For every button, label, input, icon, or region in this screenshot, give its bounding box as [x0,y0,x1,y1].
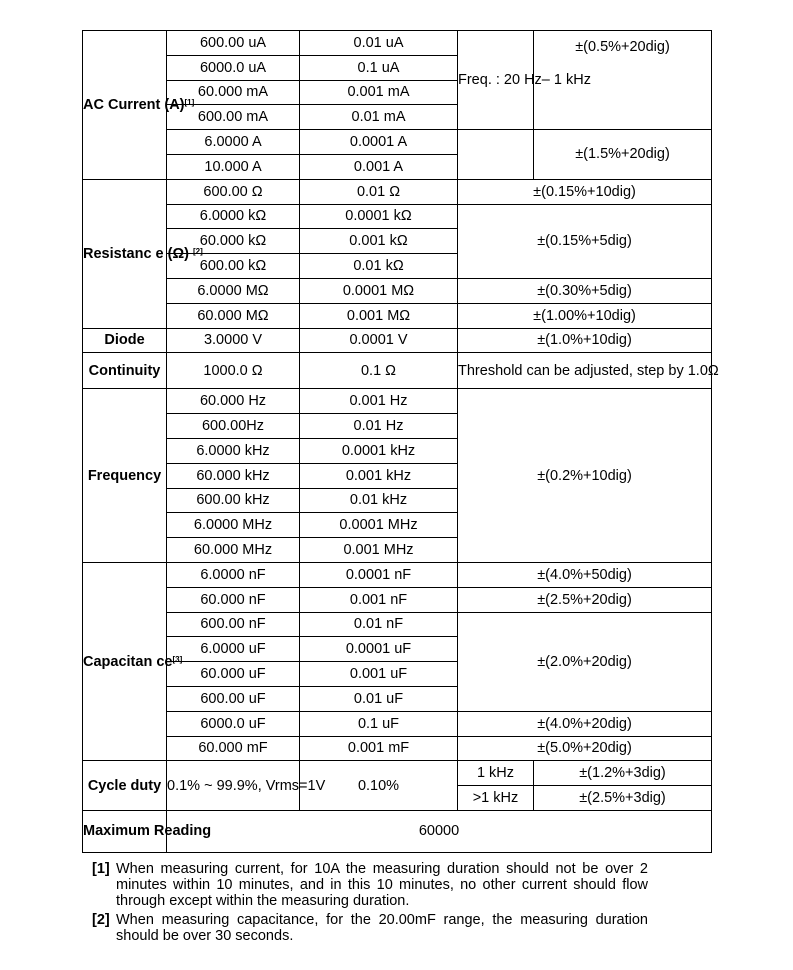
resolution-cell: 0.0001 kHz [300,438,458,463]
range-cell: 6000.0 uF [167,711,300,736]
range-cell: 60.000 MΩ [167,303,300,328]
resolution-cell: 0.001 Hz [300,389,458,414]
range-cell: 6.0000 nF [167,562,300,587]
accuracy-cell: ±(1.00%+10dig) [458,303,712,328]
freq-cell: >1 kHz [458,786,534,811]
range-cell: 6.0000 MΩ [167,278,300,303]
table-row [83,179,712,204]
resolution-cell: 0.1 Ω [300,353,458,389]
footnote-text: When measuring current, for 10A the measuring duration should not be over 2 minutes within 10 minutes, and in this 10 minutes, no other current should flow through except within the measuring duration. [116,861,648,910]
footnote-mark: [2] [92,911,110,928]
range-cell: 1000.0 Ω [167,353,300,389]
table-row [83,736,712,761]
spec-table [82,30,719,853]
resolution-cell: 0.01 nF [300,612,458,637]
resolution-cell: 0.0001 V [300,328,458,353]
table-row [83,711,712,736]
freq-range-cell: Freq. : 20 Hz– 1 kHz [458,31,534,130]
function-label-continuity: Continuity [83,353,167,389]
table-row [83,389,712,414]
range-cell: 6000.0 uA [167,55,300,80]
range-cell: 10.000 A [167,154,300,179]
range-cell: 600.00 uF [167,686,300,711]
range-cell: 60.000 Hz [167,389,300,414]
resolution-cell: 0.001 uF [300,662,458,687]
table-row [83,612,712,637]
range-cell: 60.000 uF [167,662,300,687]
accuracy-cell: ±(0.15%+5dig) [458,204,712,278]
resolution-cell: 0.01 Hz [300,414,458,439]
resolution-cell: 0.001 mA [300,80,458,105]
range-cell: 3.0000 V [167,328,300,353]
freq-range-blank [458,130,534,180]
accuracy-cell: ±(1.5%+20dig) [534,130,712,180]
accuracy-cell: ±(5.0%+20dig) [458,736,712,761]
accuracy-cell: ±(0.30%+5dig) [458,278,712,303]
resolution-cell: 0.01 kΩ [300,254,458,279]
range-cell: 60.000 mA [167,80,300,105]
maximum-reading-value: 60000 [167,810,712,852]
resolution-cell: 0.0001 MHz [300,513,458,538]
table-row [83,761,712,786]
accuracy-cell: ±(1.0%+10dig) [458,328,712,353]
function-label-frequency: Frequency [83,389,167,563]
footnotes [92,861,648,946]
accuracy-cell: ±(0.15%+10dig) [458,179,712,204]
accuracy-cell: ±(4.0%+50dig) [458,562,712,587]
accuracy-cell: Threshold can be adjusted, step by 1.0Ω [458,353,712,389]
table-row [83,562,712,587]
range-cell: 600.00 mA [167,105,300,130]
function-label-diode: Diode [83,328,167,353]
table-row [83,130,712,155]
range-cell: 60.000 kHz [167,463,300,488]
range-cell: 60.000 MHz [167,538,300,563]
range-cell: 0.1% ~ 99.9%, Vrms=1V [167,761,300,811]
accuracy-cell: ±(1.2%+3dig) [534,761,712,786]
resolution-cell: 0.0001 nF [300,562,458,587]
table-row [83,204,712,229]
range-cell: 60.000 kΩ [167,229,300,254]
resolution-cell: 0.01 kHz [300,488,458,513]
range-cell: 6.0000 kΩ [167,204,300,229]
range-cell: 600.00 uA [167,31,300,56]
resolution-cell: 0.001 kΩ [300,229,458,254]
resolution-cell: 0.0001 kΩ [300,204,458,229]
accuracy-cell: ±(2.5%+20dig) [458,587,712,612]
resolution-cell: 0.01 Ω [300,179,458,204]
function-label-capacitance: Capacitan ce[3] [83,562,167,760]
function-label-cycle-duty: Cycle duty [83,761,167,811]
table-row [83,587,712,612]
function-label-resistance: Resistanc e (Ω) [2] [83,179,167,328]
range-cell: 600.00Hz [167,414,300,439]
range-cell: 60.000 nF [167,587,300,612]
resolution-cell: 0.001 MHz [300,538,458,563]
resolution-cell: 0.01 mA [300,105,458,130]
table-row [83,810,712,852]
accuracy-cell: ±(2.0%+20dig) [458,612,712,711]
resolution-cell: 0.1 uF [300,711,458,736]
footnote [92,912,648,944]
resolution-cell: 0.0001 MΩ [300,278,458,303]
range-cell: 600.00 kΩ [167,254,300,279]
resolution-cell: 0.001 nF [300,587,458,612]
range-cell: 6.0000 MHz [167,513,300,538]
resolution-cell: 0.001 kHz [300,463,458,488]
table-row [83,278,712,303]
freq-cell: 1 kHz [458,761,534,786]
footnote-mark: [1] [92,861,110,877]
range-cell: 6.0000 A [167,130,300,155]
table-row [83,353,712,389]
table-row [83,31,712,56]
resolution-cell: 0.001 A [300,154,458,179]
table-row [83,328,712,353]
footnote [92,861,648,910]
resolution-cell: 0.0001 uF [300,637,458,662]
resolution-cell: 0.001 mF [300,736,458,761]
range-cell: 600.00 kHz [167,488,300,513]
accuracy-cell: ±(0.5%+20dig) [534,31,712,130]
accuracy-cell: ±(0.2%+10dig) [458,389,712,563]
table-row [83,303,712,328]
range-cell: 60.000 mF [167,736,300,761]
range-cell: 600.00 nF [167,612,300,637]
range-cell: 6.0000 kHz [167,438,300,463]
resolution-cell: 0.0001 A [300,130,458,155]
function-label-maximum-reading: Maximum Reading [83,810,167,852]
resolution-cell: 0.001 MΩ [300,303,458,328]
range-cell: 6.0000 uF [167,637,300,662]
resolution-cell: 0.01 uF [300,686,458,711]
range-cell: 600.00 Ω [167,179,300,204]
accuracy-cell: ±(2.5%+3dig) [534,786,712,811]
function-label-ac-current: AC Current (A)[1] [83,31,167,180]
accuracy-cell: ±(4.0%+20dig) [458,711,712,736]
resolution-cell: 0.10% [300,761,458,811]
resolution-cell: 0.01 uA [300,31,458,56]
footnote-text: When measuring capacitance, for the 20.00mF range, the measuring duration should be over 30 seconds. [116,911,648,944]
resolution-cell: 0.1 uA [300,55,458,80]
